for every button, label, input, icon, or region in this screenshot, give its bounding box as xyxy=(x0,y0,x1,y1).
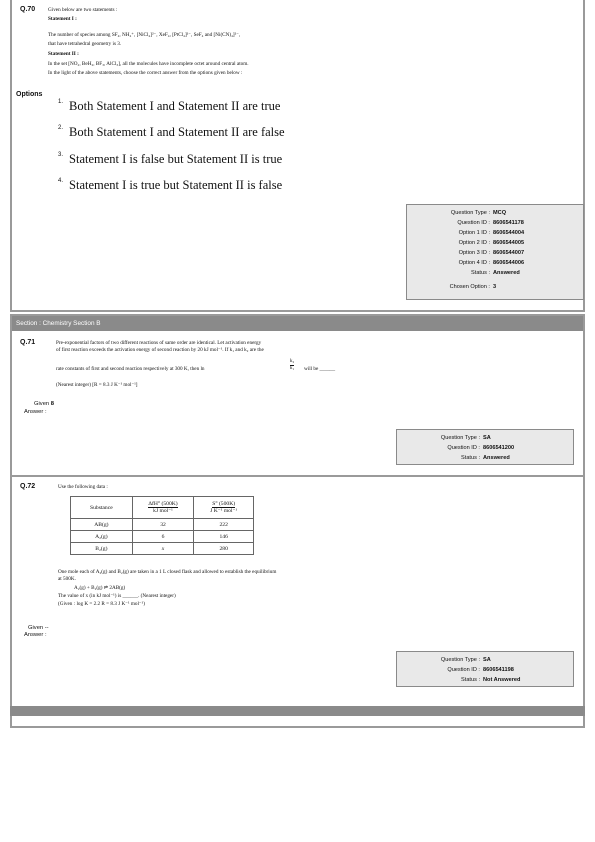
equilibrium-equation: A₂(g) + B₂(g) ⇌ 2AB(g) xyxy=(74,585,126,591)
question-info-box: Question Type : SA Question ID : 8606541200 Status : Answered xyxy=(396,429,574,465)
option-number: 3. xyxy=(58,152,64,158)
answer-label: Answer : xyxy=(24,632,47,638)
given-label: Given -- xyxy=(28,625,49,631)
table-cell: x xyxy=(132,543,194,555)
question-line-4: (Given : log K = 2.2 R = 8.3 J K⁻¹ mol⁻¹) xyxy=(58,601,145,607)
statement-2-text: In the set [NO₂, BeH₂, BF₃, AlCl₃], all the molecules have incomplete octet around central atom. xyxy=(48,61,249,67)
question-line-1: Pre-exponential factors of two different reactions of same order are identical. Let activation energy xyxy=(56,340,262,346)
table-cell: B₂(g) xyxy=(71,543,133,555)
question-intro: Given below are two statements : xyxy=(48,7,118,13)
option-number: 2. xyxy=(58,125,64,131)
bottom-divider-bar xyxy=(10,706,585,716)
option-1[interactable] xyxy=(58,99,280,114)
table-cell: 32 xyxy=(132,519,194,531)
question-line-4: (Nearest integer) [R = 8.3 J K⁻¹ mol⁻¹] xyxy=(56,382,138,388)
given-answer xyxy=(34,401,54,407)
question-number: Q.71 xyxy=(20,339,36,346)
question-line-3b: will be ______ xyxy=(304,366,336,372)
table-cell: AB(g) xyxy=(71,519,133,531)
ratio-fraction xyxy=(290,359,294,372)
option-4[interactable] xyxy=(58,178,282,193)
question-line-2: of first reaction exceeds the activation energy of second reaction by 20 kJ mol⁻¹. If k₁ and k₂ are the xyxy=(56,347,264,353)
table-row xyxy=(71,519,254,531)
question-70-panel xyxy=(10,0,585,312)
question-71-panel xyxy=(12,333,583,477)
option-text: Statement I is true but Statement II is false xyxy=(69,178,283,192)
question-number: Q.70 xyxy=(20,6,36,13)
statement-1-text: The number of species among SF₄, NH₄⁺, [NiCl₄]²⁻, XeF₄, [PtCl₄]²⁻, SeF₄ and [Ni(CN)₄]²⁻, xyxy=(48,32,241,38)
table-cell: A₂(g) xyxy=(71,531,133,543)
question-line-1: One mole each of A₂(g) and B₂(g) are taken in a 1 L closed flask and allowed to establish the equilibrium xyxy=(58,569,277,575)
col-header-substance: Substance xyxy=(71,497,133,519)
fraction-numerator: k₂ xyxy=(290,359,295,364)
question-line-3: The value of x (in kJ mol⁻¹) is ______. (Nearest integer) xyxy=(58,593,176,599)
table-cell: 280 xyxy=(194,543,254,555)
question-intro: Use the following data : xyxy=(58,484,108,490)
options-label: Options xyxy=(16,91,43,98)
question-line-2: at 500K. xyxy=(58,576,76,582)
answer-label: Answer : xyxy=(24,409,47,415)
table-header-row xyxy=(71,497,254,519)
section-title-bar: Section : Chemistry Section B xyxy=(12,316,583,331)
statement-1-text-cont: that have tetrahedral geometry is 3. xyxy=(48,41,122,47)
question-72-panel xyxy=(12,479,583,728)
statement-1-label: Statement I : xyxy=(48,16,77,22)
table-row xyxy=(71,531,254,543)
col-header-enthalpy: ΔfH° (500K) kJ mol⁻¹ xyxy=(132,497,194,519)
data-table xyxy=(70,496,254,555)
option-text: Statement I is false but Statement II is true xyxy=(69,152,283,166)
fraction-denominator: k₁ xyxy=(290,366,295,371)
option-text: Both Statement I and Statement II are false xyxy=(69,125,285,139)
table-cell: 146 xyxy=(194,531,254,543)
question-line-3: rate constants of first and second reaction respectively at 300 K, then ln xyxy=(56,366,205,372)
statement-2-label: Statement II : xyxy=(48,51,79,57)
option-number: 1. xyxy=(58,99,64,105)
question-number: Q.72 xyxy=(20,483,36,490)
question-info-box: Question Type : SA Question ID : 8606541198 Status : Not Answered xyxy=(396,651,574,687)
question-info-box: Question Type : MCQ Question ID : 8606541178 Option 1 ID : 8606544004 Option 2 ID : 8606544005 Option 3 ID : 8606544007 Option 4 ID : 8606544006 Status : Answered Chosen Option : 3 xyxy=(406,204,584,300)
given-value: 8 xyxy=(50,401,55,407)
option-text: Both Statement I and Statement II are true xyxy=(69,99,281,113)
option-number: 4. xyxy=(58,178,64,184)
option-2[interactable] xyxy=(58,125,285,140)
table-cell: 6 xyxy=(132,531,194,543)
given-label: Given xyxy=(34,401,50,407)
option-3[interactable] xyxy=(58,152,282,167)
table-row xyxy=(71,543,254,555)
instruction-text: In the light of the above statements, choose the correct answer from the options given below : xyxy=(48,70,243,76)
col-header-entropy: S° (500K) J K⁻¹ mol⁻¹ xyxy=(194,497,254,519)
table-cell: 222 xyxy=(194,519,254,531)
section-panel xyxy=(10,314,585,728)
